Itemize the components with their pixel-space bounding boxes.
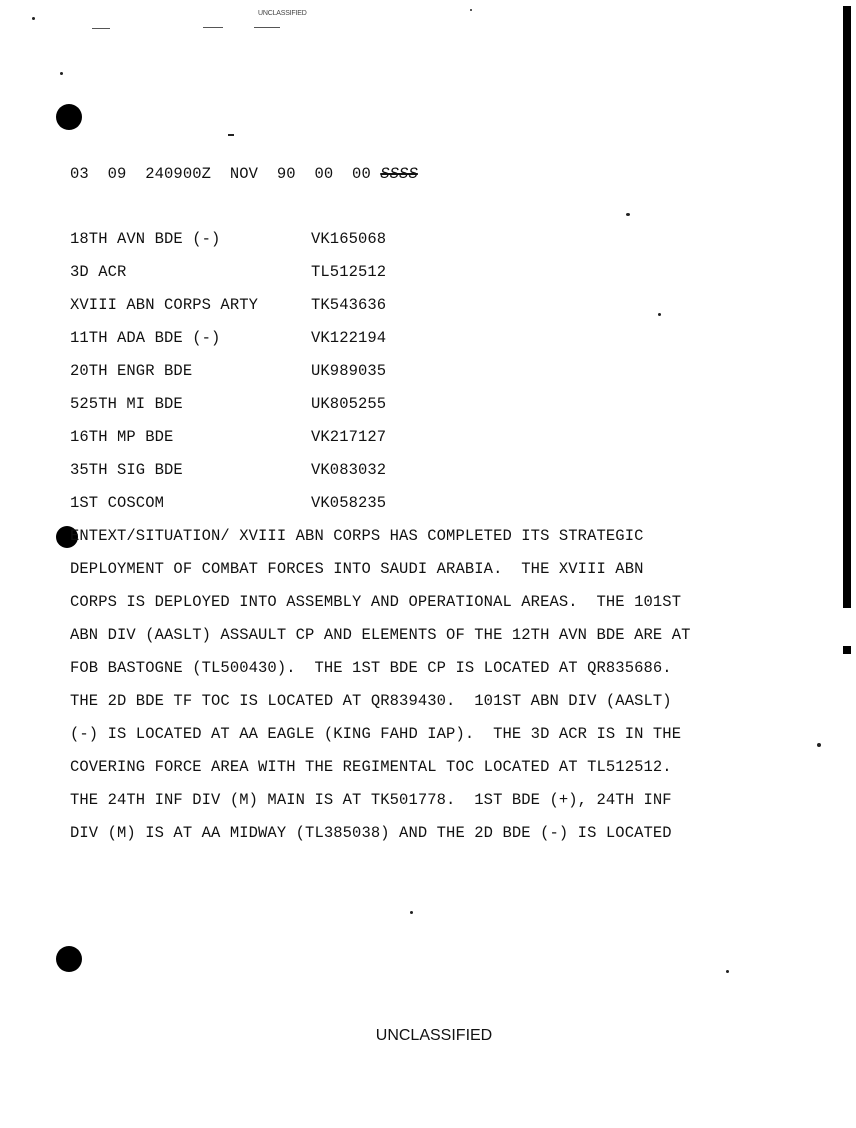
paragraph-line: THE 24TH INF DIV (M) MAIN IS AT TK501778. 1ST BDE (+), 24TH INF [70,791,672,809]
unit-grid: VK058235 [311,494,387,512]
unit-row [70,494,387,527]
paragraph-line: CORPS IS DEPLOYED INTO ASSEMBLY AND OPERATIONAL AREAS. THE 101ST [70,593,682,611]
scan-speck [726,970,729,973]
unit-row [70,428,387,461]
paragraph-line: THE 2D BDE TF TOC IS LOCATED AT QR839430. 101ST ABN DIV (AASLT) [70,692,672,710]
unit-grid: VK165068 [311,230,387,248]
scan-speck [626,213,630,216]
unit-row [70,329,387,362]
paragraph-line: COVERING FORCE AREA WITH THE REGIMENTAL TOC LOCATED AT TL512512. [70,758,672,776]
unit-row [70,296,387,329]
paragraph-line: FOB BASTOGNE (TL500430). THE 1ST BDE CP IS LOCATED AT QR835686. [70,659,672,677]
unit-name: 35TH SIG BDE [70,461,183,479]
scan-speck [470,9,472,11]
scan-speck [658,313,661,316]
paragraph-line: ENTEXT/SITUATION/ XVIII ABN CORPS HAS COMPLETED ITS STRATEGIC [70,527,644,545]
unit-grid: TL512512 [311,263,387,281]
unit-name: 16TH MP BDE [70,428,174,446]
situation-paragraph [70,527,770,857]
unit-grid: VK217127 [311,428,387,446]
unit-row [70,362,387,395]
unit-grid: VK083032 [311,461,387,479]
unit-row [70,230,387,263]
unit-name: XVIII ABN CORPS ARTY [70,296,259,314]
scan-speck [817,743,821,747]
unit-name: 11TH ADA BDE (-) [70,329,221,347]
scan-artifact [254,27,280,28]
scan-edge-mark [843,646,851,654]
scan-edge-bar [843,6,851,608]
unit-name: 1ST COSCOM [70,494,165,512]
top-classification-stamp: UNCLASSIFIED [258,10,307,17]
unit-name: 20TH ENGR BDE [70,362,193,380]
paragraph-line: DEPLOYMENT OF COMBAT FORCES INTO SAUDI ARABIA. THE XVIII ABN [70,560,644,578]
unit-name: 18TH AVN BDE (-) [70,230,221,248]
paragraph-line: ABN DIV (AASLT) ASSAULT CP AND ELEMENTS OF THE 12TH AVN BDE ARE AT [70,626,691,644]
unit-name: 525TH MI BDE [70,395,183,413]
unit-name: 3D ACR [70,263,127,281]
unit-grid: TK543636 [311,296,387,314]
dtg-text: 03 09 240900Z NOV 90 00 00 [70,165,381,183]
scan-speck [228,134,234,136]
paragraph-line: (-) IS LOCATED AT AA EAGLE (KING FAHD IAP). THE 3D ACR IS IN THE [70,725,682,743]
unit-grid: UK989035 [311,362,387,380]
scan-speck [60,72,63,75]
unit-row [70,461,387,494]
scan-artifact [92,28,110,29]
punch-hole-bottom [56,946,82,972]
paragraph-line: DIV (M) IS AT AA MIDWAY (TL385038) AND THE 2D BDE (-) IS LOCATED [70,824,672,842]
scan-speck [32,17,35,20]
dtg-struck-classification: SSSS [380,165,418,183]
scan-speck [410,911,413,914]
unit-grid: VK122194 [311,329,387,347]
unit-row [70,263,387,296]
punch-hole-top [56,104,82,130]
scan-artifact [203,27,223,28]
footer-classification: UNCLASSIFIED [375,1027,493,1044]
dtg-line [70,165,418,183]
unit-location-table [70,230,387,527]
unit-grid: UK805255 [311,395,387,413]
unit-row [70,395,387,428]
